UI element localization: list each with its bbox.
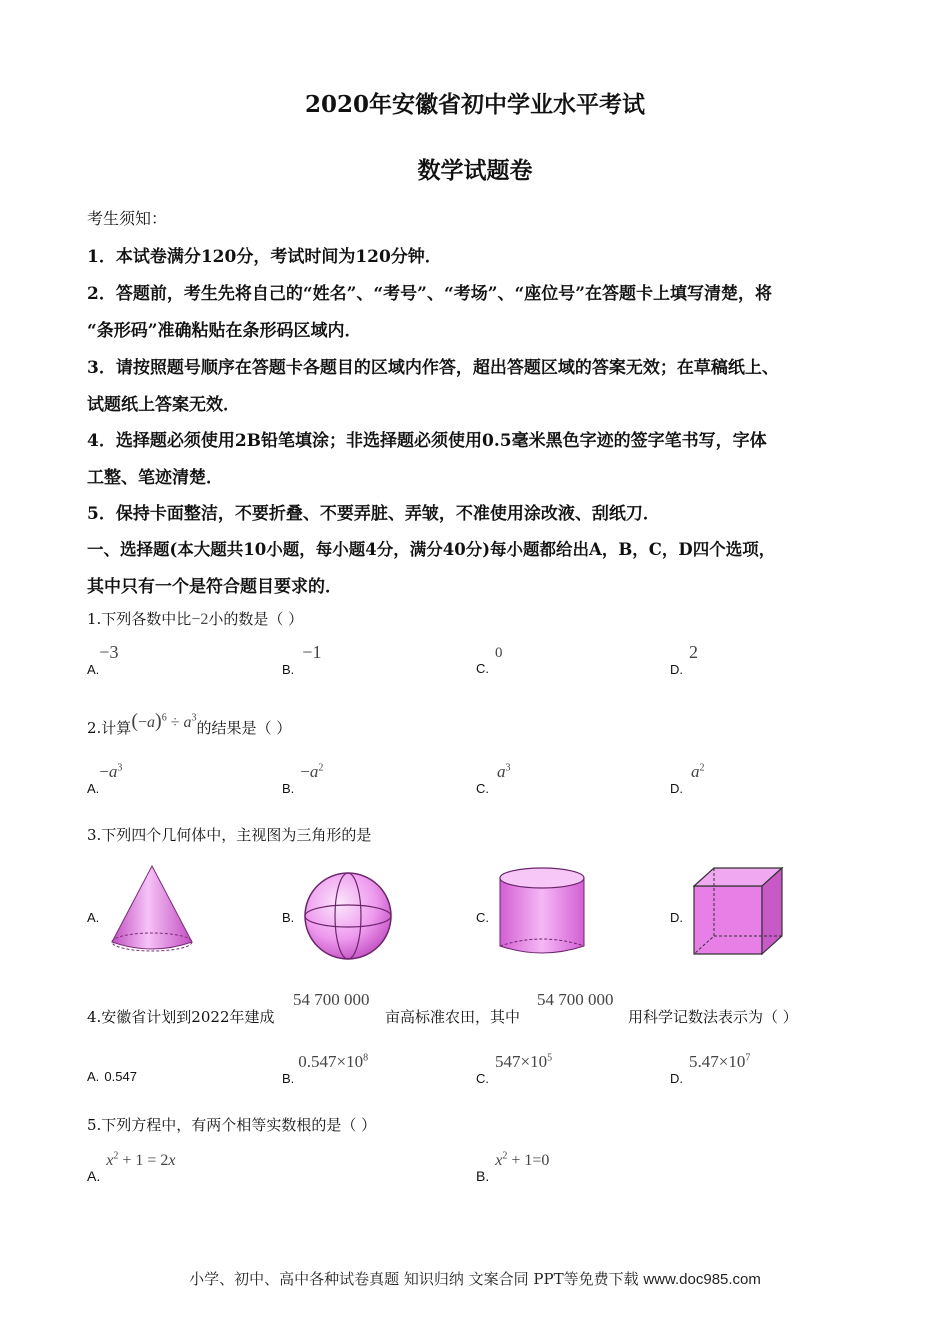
- question-text: 小的数是（ ）: [208, 610, 304, 628]
- option-value: $547\times 10^5$: [495, 1052, 553, 1071]
- option-c[interactable]: [476, 1052, 553, 1086]
- notice-line: 3．请按照题号顺序在答题卡各题目的区域内作答，超出答题区域的答案无效；在草稿纸上、: [87, 358, 779, 378]
- option-value: $x^2 + 1 = 2x$: [106, 1150, 176, 1169]
- option-letter: D.: [670, 1071, 683, 1086]
- option-letter-b[interactable]: B.: [282, 910, 295, 925]
- option-letter: D.: [670, 662, 683, 677]
- math-expr: −2: [191, 611, 209, 628]
- notice-line: 2．答题前，考生先将自己的“姓名”、“考号”、“考场”、“座位号”在答题卡上填写清楚，将: [87, 284, 773, 304]
- math-expr: $(-a)^6 \div a^3$: [131, 710, 197, 732]
- option-d[interactable]: [670, 642, 698, 677]
- option-a[interactable]: [87, 1066, 137, 1085]
- option-value: −1: [302, 642, 322, 662]
- question-2: [87, 710, 292, 739]
- option-b[interactable]: [282, 1052, 369, 1086]
- option-value: $5.47\times 10^7$: [689, 1052, 751, 1071]
- cylinder-icon[interactable]: [496, 864, 588, 962]
- question-text: 1.下列各数中比: [87, 610, 192, 628]
- option-letter: B.: [282, 781, 295, 796]
- option-a[interactable]: [87, 762, 123, 796]
- option-b[interactable]: [282, 642, 322, 677]
- option-value: $x^2 + 1=0$: [495, 1150, 550, 1169]
- sphere-icon[interactable]: [300, 870, 396, 962]
- option-a[interactable]: [87, 1150, 176, 1184]
- notice-line: 4．选择题必须使用2B铅笔填涂；非选择题必须使用0.5毫米黑色字迹的签字笔书写，字体: [87, 431, 767, 451]
- option-letter: B.: [282, 1071, 295, 1086]
- option-letter: A.: [87, 1168, 101, 1184]
- notice-line: 5．保持卡面整洁，不要折叠、不要弄脏、弄皱，不准使用涂改液、刮纸刀．: [87, 504, 660, 524]
- notice-heading: 考生须知：: [87, 209, 168, 228]
- option-letter: C.: [476, 661, 489, 676]
- option-c[interactable]: [476, 762, 511, 796]
- option-letter: B.: [282, 662, 295, 677]
- option-d[interactable]: [670, 762, 705, 796]
- option-letter: C.: [476, 1071, 489, 1086]
- option-letter: D.: [670, 781, 683, 796]
- question-4-mid: 亩高标准农田，其中: [385, 1008, 521, 1026]
- question-3: 3.下列四个几何体中，主视图为三角形的是: [87, 826, 372, 844]
- notice-line: “条形码”准确粘贴在条形码区域内．: [87, 321, 362, 341]
- question-4-post: 用科学记数法表示为（ ）: [628, 1008, 798, 1026]
- notice-line: 1．本试卷满分120分，考试时间为120分钟．: [87, 247, 442, 267]
- footer-link[interactable]: www.doc985.com: [643, 1271, 761, 1288]
- option-value: −3: [99, 642, 119, 662]
- option-letter-d[interactable]: D.: [670, 910, 683, 925]
- exam-title: 2020年安徽省初中学业水平考试: [304, 91, 645, 118]
- cube-icon[interactable]: [690, 864, 786, 960]
- option-d[interactable]: [670, 1052, 751, 1086]
- option-letter-a[interactable]: A.: [87, 910, 100, 925]
- section-heading: 一、选择题(本大题共10小题，每小题4分，满分40分)每小题都给出A，B，C，D四个选项，: [87, 540, 776, 559]
- option-b[interactable]: [282, 762, 324, 796]
- option-letter: A.: [87, 662, 100, 677]
- option-b[interactable]: [476, 1150, 550, 1184]
- question-text: 的结果是（ ）: [196, 719, 292, 737]
- notice-line: 工整、笔迹清楚．: [87, 468, 223, 488]
- option-value: 0.547: [104, 1069, 137, 1084]
- option-value: $a^2$: [691, 762, 705, 781]
- option-letter-c[interactable]: C.: [476, 910, 489, 925]
- option-value: $-a^3$: [99, 762, 123, 781]
- math-number: 54 700 000: [537, 990, 614, 1009]
- option-a[interactable]: [87, 642, 119, 677]
- question-1: [87, 608, 303, 629]
- notice-line: 试题纸上答案无效．: [87, 395, 240, 415]
- section-heading: 其中只有一个是符合题目要求的．: [87, 577, 342, 597]
- footer: [0, 1268, 950, 1289]
- paper-subtitle: 数学试题卷: [417, 157, 533, 184]
- question-text: 2.计算: [87, 719, 132, 737]
- option-letter: A.: [87, 1069, 100, 1084]
- option-value: $0.547\times 10^8$: [298, 1052, 369, 1071]
- option-value: $-a^2$: [300, 762, 324, 781]
- cone-icon[interactable]: [108, 862, 198, 956]
- option-letter: B.: [476, 1168, 490, 1184]
- option-value: $a^3$: [497, 762, 511, 781]
- option-letter: C.: [476, 781, 489, 796]
- option-value: 2: [689, 642, 698, 662]
- footer-text: 小学、初中、高中各种试卷真题 知识归纳 文案合同 PPT等免费下载: [189, 1270, 644, 1288]
- question-4-pre: 4.安徽省计划到2022年建成: [87, 1008, 275, 1026]
- option-c[interactable]: [476, 642, 503, 676]
- question-5: 5.下列方程中，有两个相等实数根的是（ ）: [87, 1116, 377, 1134]
- math-number: 54 700 000: [293, 990, 370, 1009]
- option-value: 0: [495, 645, 503, 661]
- option-letter: A.: [87, 781, 100, 796]
